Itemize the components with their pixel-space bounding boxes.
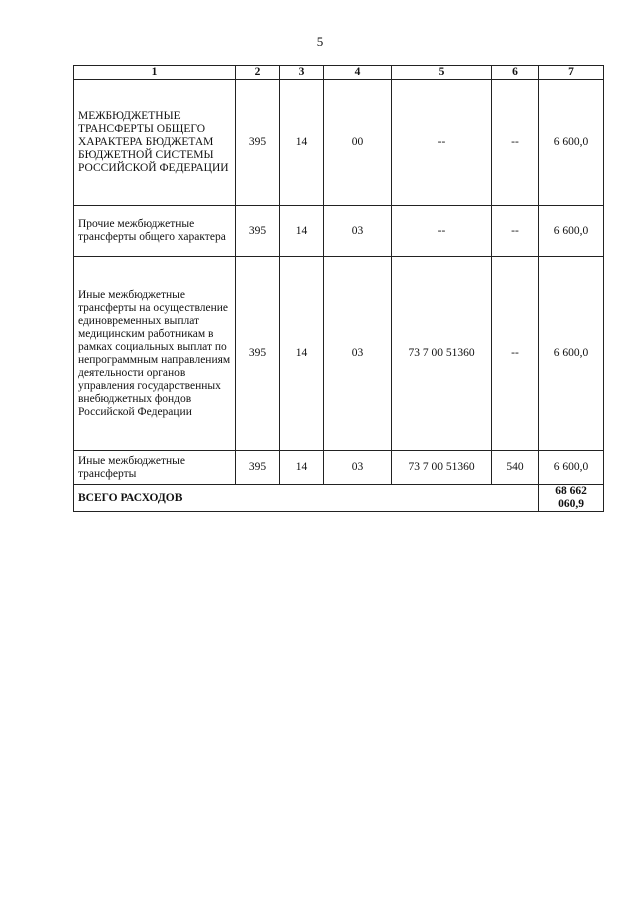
row-col-2: 395 [236,80,280,206]
row-col-6: -- [492,257,539,451]
header-col-6: 6 [492,66,539,80]
row-col-7: 6 600,0 [539,80,604,206]
table-header-row [74,66,604,80]
row-col-4: 00 [324,80,392,206]
row-col-4: 03 [324,257,392,451]
row-col-3: 14 [280,206,324,257]
row-col-6: -- [492,80,539,206]
table-row [74,80,604,206]
page-number: 5 [316,34,324,49]
header-col-4: 4 [324,66,392,80]
row-col-2: 395 [236,257,280,451]
row-col-2: 395 [236,206,280,257]
row-col-5: -- [392,206,492,257]
row-col-5: -- [392,80,492,206]
row-col-4: 03 [324,451,392,485]
table-row [74,206,604,257]
row-name: Иные межбюджетные трансферты [74,451,236,485]
row-name: МЕЖБЮДЖЕТНЫЕ ТРАНСФЕРТЫ ОБЩЕГО ХАРАКТЕРА БЮДЖЕТАМ БЮДЖЕТНОЙ СИСТЕМЫ РОССИЙСКОЙ ФЕДЕРАЦИИ [74,80,236,206]
row-col-3: 14 [280,80,324,206]
row-col-5: 73 7 00 51360 [392,451,492,485]
total-label: ВСЕГО РАСХОДОВ [74,485,539,512]
row-col-4: 03 [324,206,392,257]
row-name: Прочие межбюджетные трансферты общего характера [74,206,236,257]
row-col-7: 6 600,0 [539,257,604,451]
row-col-6: -- [492,206,539,257]
row-col-7: 6 600,0 [539,451,604,485]
header-col-2: 2 [236,66,280,80]
total-value: 68 662 060,9 [539,485,604,512]
header-col-5: 5 [392,66,492,80]
row-col-5: 73 7 00 51360 [392,257,492,451]
total-row [74,485,604,512]
table-row [74,451,604,485]
row-col-3: 14 [280,257,324,451]
row-col-2: 395 [236,451,280,485]
budget-expenditure-table [73,65,604,512]
table-row [74,257,604,451]
row-col-6: 540 [492,451,539,485]
row-name: Иные межбюджетные трансферты на осуществление единовременных выплат медицинским работникам в рамках социальных выплат по непрограммным направлениям деятельности органов управления государственных внебюджетных фондов Российской Федерации [74,257,236,451]
header-col-7: 7 [539,66,604,80]
row-col-7: 6 600,0 [539,206,604,257]
row-col-3: 14 [280,451,324,485]
header-col-3: 3 [280,66,324,80]
header-col-1: 1 [74,66,236,80]
